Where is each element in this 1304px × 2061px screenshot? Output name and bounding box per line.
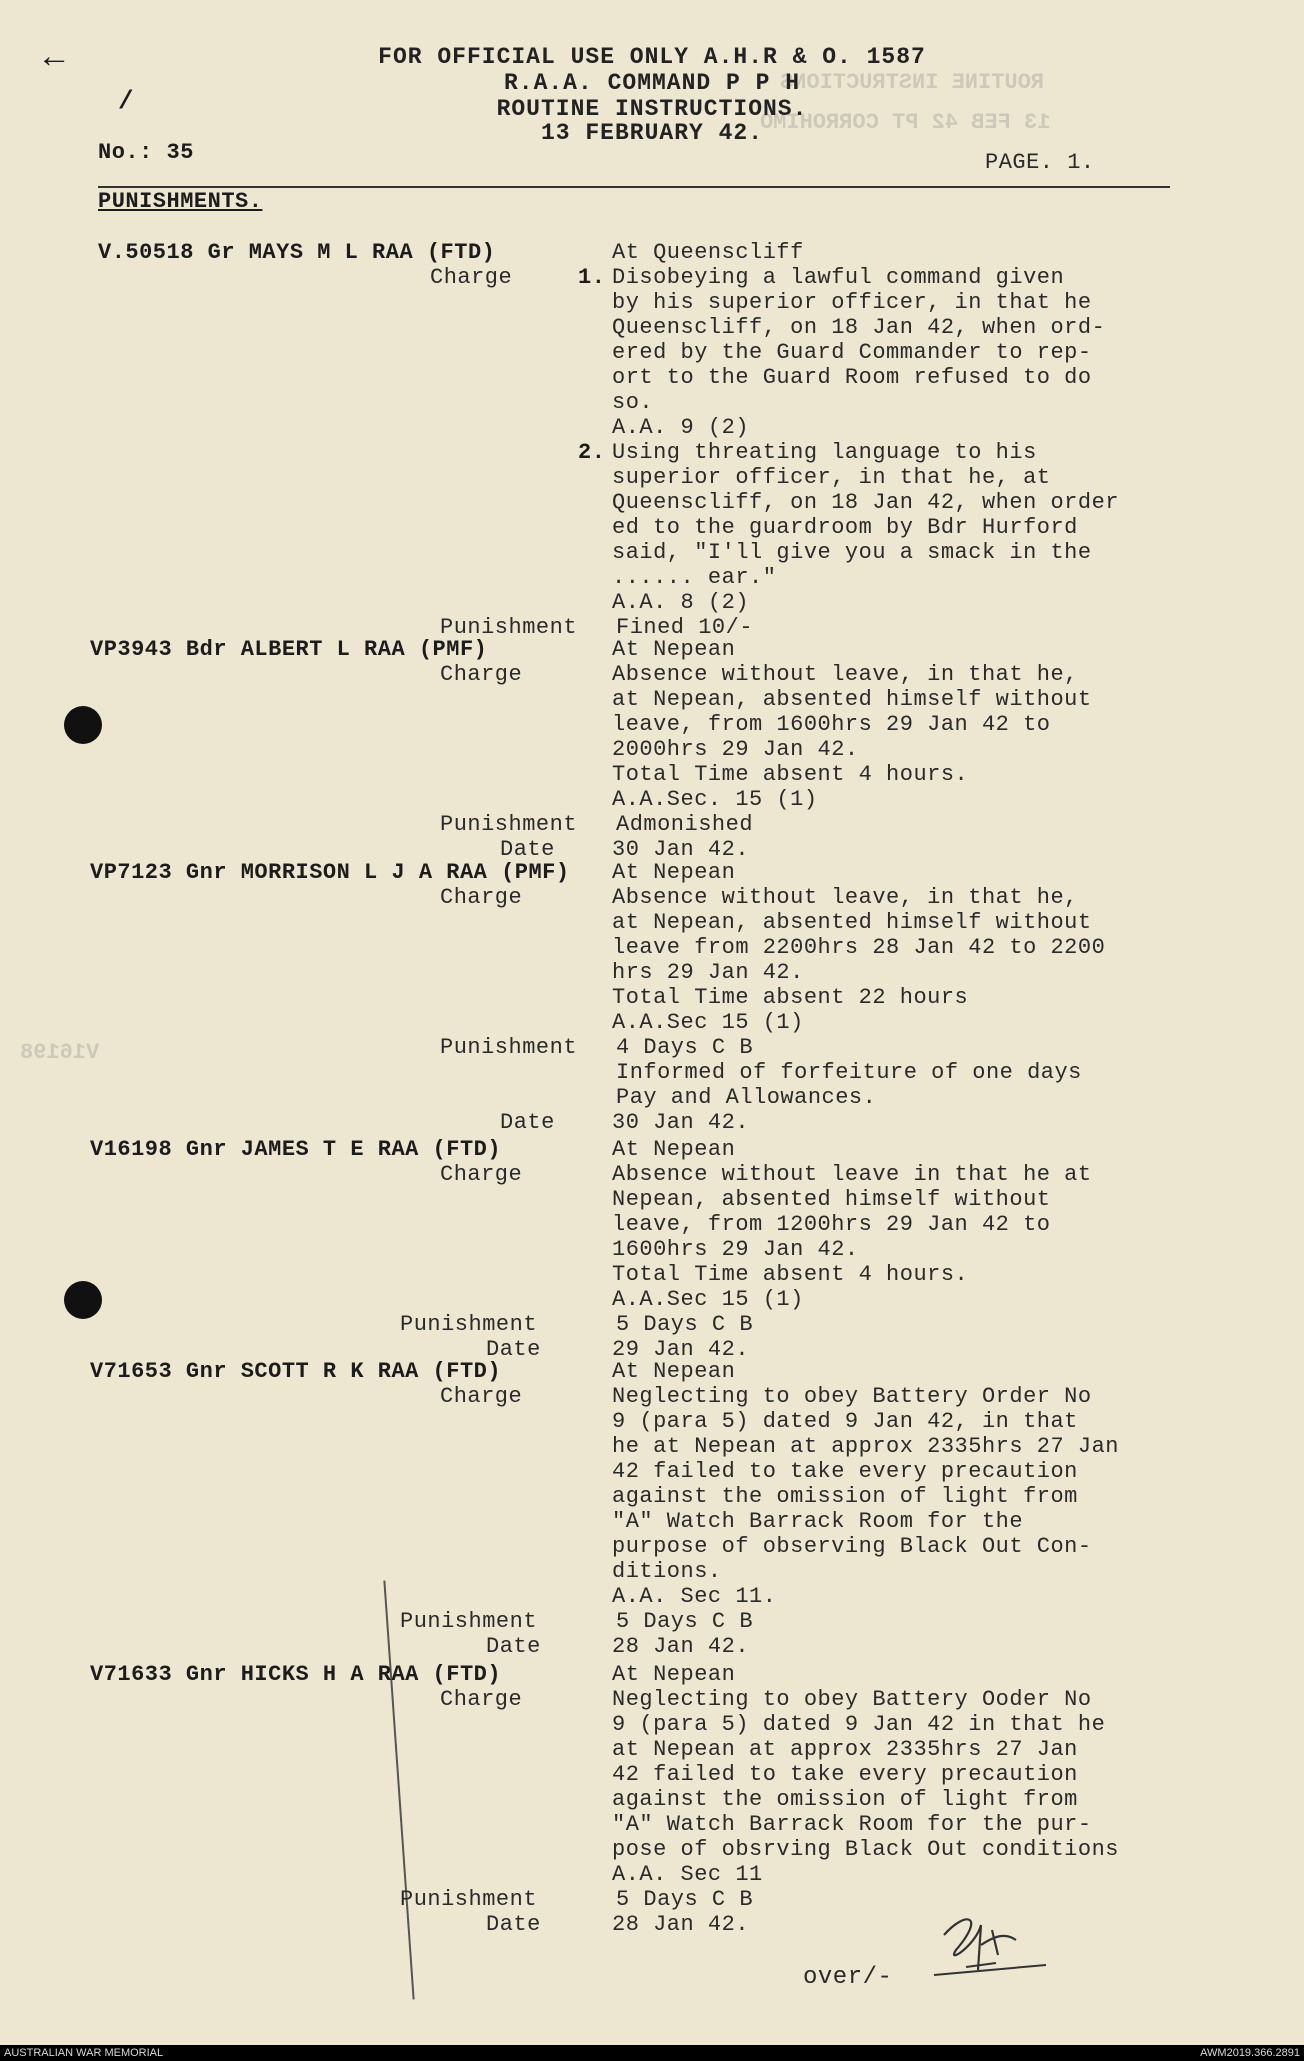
charge-line: 9 (para 5) dated 9 Jan 42 in that he	[612, 1712, 1106, 1737]
charge-line: "A" Watch Barrack Room for the	[612, 1509, 1024, 1534]
punishment-text: Pay and Allowances.	[616, 1085, 877, 1110]
charge-label: Charge	[440, 1384, 523, 1409]
charge-line: pose of obsrving Black Out conditions	[612, 1837, 1119, 1862]
date-label: Date	[486, 1912, 541, 1937]
document-number: No.: 35	[98, 140, 194, 165]
punishment-label: Punishment	[400, 1887, 538, 1912]
charge-line: purpose of observing Black Out Con-	[612, 1534, 1092, 1559]
section-title: PUNISHMENTS.	[98, 189, 263, 214]
soldier-id: V.50518 Gr MAYS M L RAA (FTD)	[98, 240, 496, 265]
archive-footer	[0, 2045, 1304, 2061]
punishment-label: Punishment	[440, 1035, 578, 1060]
charge-line: Nepean, absented himself without	[612, 1187, 1051, 1212]
charge-line: 42 failed to take every precaution	[612, 1762, 1078, 1787]
charge-line: ditions.	[612, 1559, 722, 1584]
charge-label: Charge	[440, 1162, 523, 1187]
charge-line: so.	[612, 390, 654, 415]
corner-mark: ←	[44, 40, 65, 78]
charge-line: ed to the guardroom by Bdr Hurford	[612, 515, 1078, 540]
charge-line: A.A.Sec. 15 (1)	[612, 787, 818, 812]
charge-line: Total Time absent 4 hours.	[612, 1262, 969, 1287]
punch-hole	[64, 706, 102, 744]
header-command: R.A.A. COMMAND P P H	[503, 70, 801, 96]
punishment-label: Punishment	[440, 615, 578, 640]
punishment-label: Punishment	[400, 1609, 538, 1634]
header-rule	[98, 186, 1170, 188]
archive-reference: AWM2019.366.2891	[1200, 2047, 1300, 2059]
charge-line: leave, from 1200hrs 29 Jan 42 to	[612, 1212, 1051, 1237]
charge-line: at Nepean at approx 2335hrs 27 Jan	[612, 1737, 1078, 1762]
charge-line: 2000hrs 29 Jan 42.	[612, 737, 859, 762]
charge-line: A.A.Sec 15 (1)	[612, 1010, 804, 1035]
charge-line: 42 failed to take every precaution	[612, 1459, 1078, 1484]
date-text: 29 Jan 42.	[612, 1337, 750, 1362]
punch-hole	[64, 1281, 102, 1319]
location-text: At Nepean	[612, 1359, 736, 1384]
soldier-id: VP7123 Gnr MORRISON L J A RAA (PMF)	[90, 860, 570, 885]
punishment-text: 5 Days C B	[616, 1312, 754, 1337]
punishment-text: Fined 10/-	[616, 615, 754, 640]
soldier-id: V71653 Gnr SCOTT R K RAA (FTD)	[90, 1359, 502, 1384]
charge-line: Neglecting to obey Battery Order No	[612, 1384, 1092, 1409]
charge-line: Queenscliff, on 18 Jan 42, when order	[612, 490, 1119, 515]
charge-line: ...... ear."	[612, 565, 777, 590]
date-label: Date	[500, 837, 555, 862]
soldier-id: VP3943 Bdr ALBERT L RAA (PMF)	[90, 637, 488, 662]
charge-line: Disobeying a lawful command given	[612, 265, 1065, 290]
charge-label: Charge	[440, 662, 523, 687]
charge-line: A.A. Sec 11.	[612, 1584, 777, 1609]
charge-number: 1.	[578, 265, 606, 290]
location-text: At Nepean	[612, 1662, 736, 1687]
charge-line: leave, from 1600hrs 29 Jan 42 to	[612, 712, 1051, 737]
charge-line: said, "I'll give you a smack in the	[612, 540, 1092, 565]
charge-line: "A" Watch Barrack Room for the pur-	[612, 1812, 1092, 1837]
charge-line: superior officer, in that he, at	[612, 465, 1051, 490]
date-label: Date	[500, 1110, 555, 1135]
charge-line: A.A. 9 (2)	[612, 415, 750, 440]
charge-line: ort to the Guard Room refused to do	[612, 365, 1092, 390]
date-label: Date	[486, 1337, 541, 1362]
charge-line: leave from 2200hrs 28 Jan 42 to 2200	[612, 935, 1106, 960]
bleed-through: 13 FEB 42 PT CORROHIMO	[760, 110, 1051, 135]
date-text: 28 Jan 42.	[612, 1634, 750, 1659]
date-text: 30 Jan 42.	[612, 1110, 750, 1135]
charge-line: A.A. Sec 11	[612, 1862, 763, 1887]
soldier-id: V71633 Gnr HICKS H A RAA (FTD)	[90, 1662, 502, 1687]
charge-line: A.A. 8 (2)	[612, 590, 750, 615]
header-routine: ROUTINE INSTRUCTIONS.	[496, 96, 808, 122]
header-classification: FOR OFFICIAL USE ONLY A.H.R & O. 1587	[378, 44, 926, 70]
charge-line: Queenscliff, on 18 Jan 42, when ord-	[612, 315, 1106, 340]
soldier-id: V16198 Gnr JAMES T E RAA (FTD)	[90, 1137, 502, 1162]
continued-label: over/-	[803, 1964, 893, 1991]
charge-line: ered by the Guard Commander to rep-	[612, 340, 1092, 365]
charge-line: Neglecting to obey Battery Ooder No	[612, 1687, 1092, 1712]
location-text: At Nepean	[612, 1137, 736, 1162]
charge-number: 2.	[578, 440, 606, 465]
charge-line: against the omission of light from	[612, 1787, 1078, 1812]
punishment-text: 5 Days C B	[616, 1609, 754, 1634]
charge-line: 9 (para 5) dated 9 Jan 42, in that	[612, 1409, 1078, 1434]
charge-line: Absence without leave, in that he,	[612, 885, 1078, 910]
punishment-label: Punishment	[440, 812, 578, 837]
charge-line: Total Time absent 22 hours	[612, 985, 969, 1010]
charge-line: against the omission of light from	[612, 1484, 1078, 1509]
date-text: 28 Jan 42.	[612, 1912, 750, 1937]
charge-line: Total Time absent 4 hours.	[612, 762, 969, 787]
charge-line: at Nepean, absented himself without	[612, 687, 1092, 712]
charge-label: Charge	[440, 1687, 523, 1712]
charge-line: Using threating language to his	[612, 440, 1037, 465]
charge-line: A.A.Sec 15 (1)	[612, 1287, 804, 1312]
bleed-through: ROUTINE INSTRUCTIONS	[780, 70, 1045, 95]
page-number: PAGE. 1.	[985, 150, 1095, 175]
charge-label: Charge	[440, 885, 523, 910]
charge-line: Absence without leave, in that he,	[612, 662, 1078, 687]
date-text: 30 Jan 42.	[612, 837, 750, 862]
date-label: Date	[486, 1634, 541, 1659]
archive-name: AUSTRALIAN WAR MEMORIAL	[4, 2047, 164, 2059]
charge-line: 1600hrs 29 Jan 42.	[612, 1237, 859, 1262]
signature-mark	[926, 1905, 1076, 1985]
margin-line	[383, 1580, 414, 1999]
charge-line: Absence without leave in that he at	[612, 1162, 1092, 1187]
header-date: 13 FEBRUARY 42.	[540, 120, 764, 146]
charge-label: Charge	[430, 265, 513, 290]
charge-line: he at Nepean at approx 2335hrs 27 Jan	[612, 1434, 1119, 1459]
punishment-text: 4 Days C B	[616, 1035, 754, 1060]
charge-line: by his superior officer, in that he	[612, 290, 1092, 315]
punishment-text: Admonished	[616, 812, 754, 837]
punishment-text: Informed of forfeiture of one days	[616, 1060, 1082, 1085]
bleed-through: V16198	[20, 1040, 100, 1065]
location-text: At Nepean	[612, 637, 736, 662]
punishment-text: 5 Days C B	[616, 1887, 754, 1912]
corner-mark: /	[118, 86, 135, 116]
charge-line: hrs 29 Jan 42.	[612, 960, 804, 985]
charge-line: at Nepean, absented himself without	[612, 910, 1092, 935]
location-text: At Nepean	[612, 860, 736, 885]
punishment-label: Punishment	[400, 1312, 538, 1337]
location-text: At Queenscliff	[612, 240, 804, 265]
